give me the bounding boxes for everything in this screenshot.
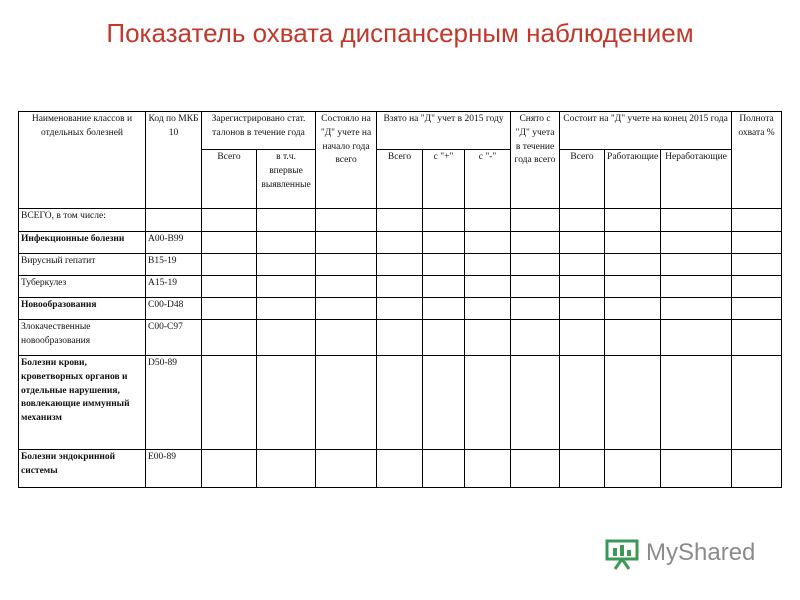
empty-cell — [465, 276, 511, 298]
empty-cell — [202, 209, 257, 232]
empty-cell — [560, 320, 605, 356]
empty-cell — [423, 320, 465, 356]
empty-cell — [465, 320, 511, 356]
empty-cell — [377, 450, 423, 488]
empty-cell — [732, 209, 782, 232]
header-icd-code: Код по МКБ 10 — [146, 112, 202, 209]
empty-cell — [202, 450, 257, 488]
empty-cell — [202, 276, 257, 298]
row-disease-name: Злокачественные новообразования — [19, 320, 146, 356]
empty-cell — [377, 276, 423, 298]
empty-cell — [560, 254, 605, 276]
empty-cell — [605, 450, 661, 488]
empty-cell — [511, 450, 560, 488]
empty-cell — [605, 356, 661, 450]
header-on-record-end: Состоит на "Д" учете на конец 2015 года — [560, 112, 732, 150]
presentation-board-icon — [604, 538, 640, 570]
empty-cell — [257, 276, 316, 298]
row-disease-name: Инфекционные болезни — [19, 232, 146, 254]
empty-cell — [423, 450, 465, 488]
empty-cell — [605, 232, 661, 254]
empty-cell — [465, 356, 511, 450]
watermark-brand: MyShared — [646, 539, 756, 566]
empty-cell — [377, 254, 423, 276]
empty-cell — [202, 232, 257, 254]
row-disease-name: Вирусный гепатит — [19, 254, 146, 276]
empty-cell — [560, 232, 605, 254]
row-icd-code — [146, 209, 202, 232]
empty-cell — [423, 209, 465, 232]
subheader-end-working: Работающие — [605, 150, 661, 209]
empty-cell — [661, 276, 732, 298]
subheader-registered-first: в т.ч. впервые выявленные — [257, 150, 316, 209]
row-icd-code: В15-19 — [146, 254, 202, 276]
row-disease-name: ВСЕГО, в том числе: — [19, 209, 146, 232]
empty-cell — [202, 298, 257, 320]
subheader-taken-total: Всего — [377, 150, 423, 209]
empty-cell — [732, 276, 782, 298]
row-disease-name: Туберкулез — [19, 276, 146, 298]
header-coverage-percent: Полнота охвата % — [732, 112, 782, 209]
empty-cell — [377, 232, 423, 254]
header-removed-from-record: Снято с "Д" учета в течение года всего — [511, 112, 560, 209]
header-disease-class: Наименование классов и отдельных болезней — [19, 112, 146, 209]
empty-cell — [511, 276, 560, 298]
empty-cell — [257, 320, 316, 356]
empty-cell — [560, 356, 605, 450]
empty-cell — [316, 209, 377, 232]
empty-cell — [202, 356, 257, 450]
empty-cell — [661, 254, 732, 276]
table-row — [19, 450, 782, 488]
empty-cell — [316, 276, 377, 298]
empty-cell — [377, 298, 423, 320]
empty-cell — [377, 356, 423, 450]
coverage-report-table — [18, 111, 782, 488]
header-on-record-start: Состояло на "Д" учете на начало года всего — [316, 112, 377, 209]
empty-cell — [202, 254, 257, 276]
empty-cell — [511, 298, 560, 320]
table-row — [19, 276, 782, 298]
row-disease-name: Болезни крови, кроветворных органов и отдельные нарушения, вовлекающие иммунный механизм — [19, 356, 146, 450]
empty-cell — [377, 209, 423, 232]
empty-cell — [661, 298, 732, 320]
empty-cell — [511, 254, 560, 276]
row-icd-code: С00-С97 — [146, 320, 202, 356]
empty-cell — [661, 209, 732, 232]
empty-cell — [465, 298, 511, 320]
empty-cell — [202, 320, 257, 356]
empty-cell — [732, 232, 782, 254]
empty-cell — [661, 320, 732, 356]
subheader-registered-total: Всего — [202, 150, 257, 209]
report-table-container — [18, 111, 781, 492]
myshared-watermark — [604, 536, 768, 572]
empty-cell — [423, 356, 465, 450]
empty-cell — [661, 356, 732, 450]
table-row — [19, 209, 782, 232]
empty-cell — [511, 320, 560, 356]
empty-cell — [732, 450, 782, 488]
empty-cell — [257, 209, 316, 232]
subheader-taken-plus: с "+" — [423, 150, 465, 209]
table-row — [19, 232, 782, 254]
empty-cell — [560, 276, 605, 298]
empty-cell — [257, 356, 316, 450]
empty-cell — [560, 298, 605, 320]
empty-cell — [732, 320, 782, 356]
empty-cell — [316, 356, 377, 450]
row-disease-name: Новообразования — [19, 298, 146, 320]
empty-cell — [605, 254, 661, 276]
empty-cell — [465, 254, 511, 276]
empty-cell — [316, 232, 377, 254]
subheader-end-nonworking: Неработающие — [661, 150, 732, 209]
empty-cell — [605, 276, 661, 298]
header-row-1 — [19, 112, 782, 150]
empty-cell — [257, 254, 316, 276]
empty-cell — [465, 232, 511, 254]
empty-cell — [661, 450, 732, 488]
empty-cell — [316, 254, 377, 276]
empty-cell — [661, 232, 732, 254]
empty-cell — [257, 298, 316, 320]
row-icd-code: С00-D48 — [146, 298, 202, 320]
empty-cell — [316, 298, 377, 320]
table-row — [19, 298, 782, 320]
subheader-end-total: Всего — [560, 150, 605, 209]
empty-cell — [423, 254, 465, 276]
table-row — [19, 320, 782, 356]
empty-cell — [316, 320, 377, 356]
row-disease-name: Болезни эндокринной системы — [19, 450, 146, 488]
slide-title: Показатель охвата диспансерным наблюдением — [106, 18, 694, 48]
row-icd-code: А15-19 — [146, 276, 202, 298]
empty-cell — [316, 450, 377, 488]
empty-cell — [465, 209, 511, 232]
row-icd-code: D50-89 — [146, 356, 202, 450]
empty-cell — [732, 356, 782, 450]
empty-cell — [605, 209, 661, 232]
empty-cell — [423, 298, 465, 320]
row-icd-code: Е00-89 — [146, 450, 202, 488]
empty-cell — [257, 450, 316, 488]
subheader-taken-minus: с "-" — [465, 150, 511, 209]
empty-cell — [257, 232, 316, 254]
header-taken-on-record: Взято на "Д" учет в 2015 году — [377, 112, 511, 150]
empty-cell — [605, 298, 661, 320]
header-registered-coupons: Зарегистрировано стат. талонов в течение года — [202, 112, 316, 150]
table-row — [19, 356, 782, 450]
empty-cell — [732, 298, 782, 320]
empty-cell — [465, 450, 511, 488]
empty-cell — [511, 232, 560, 254]
empty-cell — [560, 450, 605, 488]
empty-cell — [605, 320, 661, 356]
empty-cell — [423, 276, 465, 298]
table-row — [19, 254, 782, 276]
empty-cell — [732, 254, 782, 276]
empty-cell — [511, 209, 560, 232]
row-icd-code: А00-В99 — [146, 232, 202, 254]
empty-cell — [511, 356, 560, 450]
empty-cell — [377, 320, 423, 356]
empty-cell — [423, 232, 465, 254]
empty-cell — [560, 209, 605, 232]
